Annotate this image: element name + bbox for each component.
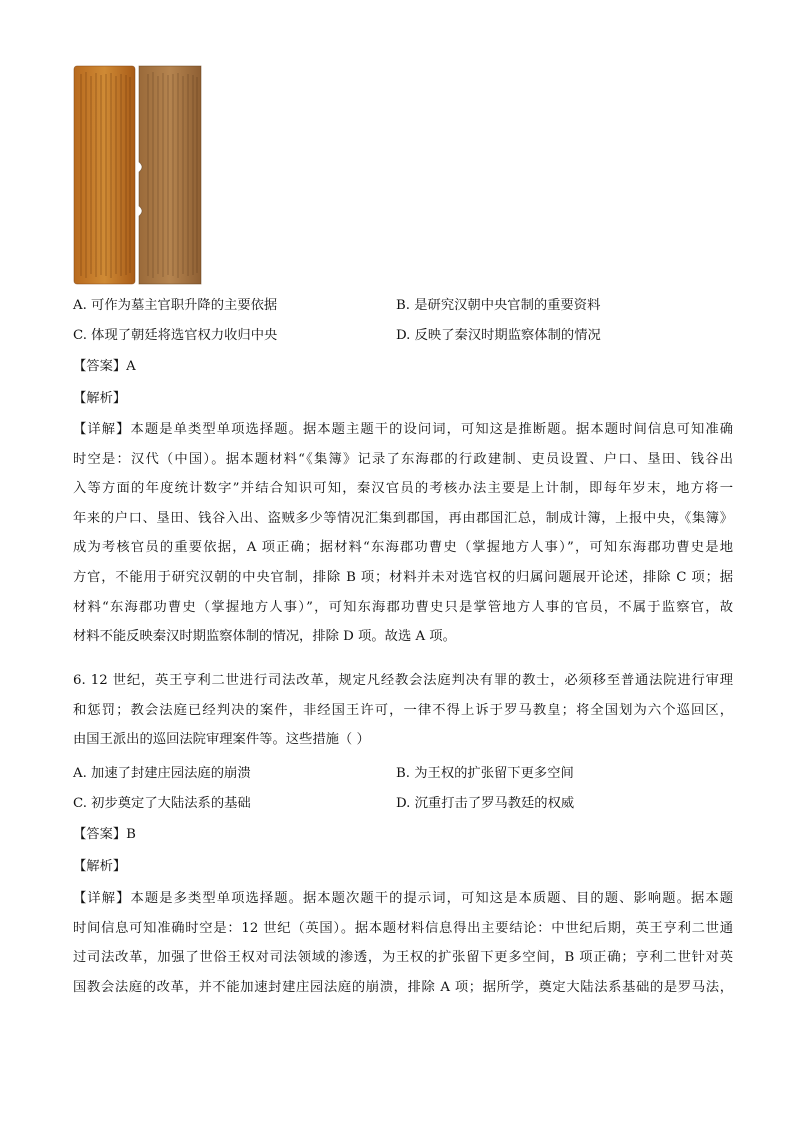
q5-detail-line: 时空是：汉代（中国）。据本题材料“《集簿》记录了东海郡的行政建制、吏员设置、户口、垦田、钱谷出 [73,451,733,467]
q5-option-c: C. 体现了朝廷将选官权力收归中央 [73,328,278,343]
q5-detail-line: 材料“东海郡功曹史（掌握地方人事）”，可知东海郡功曹史只是掌管地方人事的官员，不属于监察官，故 [73,599,733,615]
q6-stem-line: 和惩罚；教会法庭已经判决的案件，非经国王许可，一律不得上诉于罗马教皇；将全国划为六个巡回区， [73,702,733,718]
tablet-left [74,66,135,284]
q6-detail [73,884,733,1002]
q6-stem-line: 6. 12 世纪，英王亨利二世进行司法改革，规定凡经教会法庭判决有罪的教士，必须移至普通法院进行审理 [73,673,733,688]
q6-answer: 【答案】B [73,827,136,842]
q6-detail-line: 【详解】本题是多类型单项选择题。据本题次题干的提示词，可知这是本质题、目的题、影响题。据本题 [73,891,733,906]
q6-analysis-label: 【解析】 [73,859,127,874]
q6-option-d: D. 沉重打击了罗马教廷的权威 [396,796,575,811]
q6-option-a: A. 加速了封建庄园法庭的崩溃 [73,766,251,781]
q6-stem-line: 由国王派出的巡回法院审理案件等。这些措施（ ） [73,732,370,748]
q6-stem [73,666,733,755]
q6-option-b: B. 为王权的扩张留下更多空间 [396,766,574,781]
q5-option-b: B. 是研究汉朝中央官制的重要资料 [396,298,601,313]
wooden-tablets-image [73,64,203,286]
q5-option-d: D. 反映了秦汉时期监察体制的情况 [396,328,601,343]
q5-detail-line: 成为考核官员的重要依据，A 项正确；据材料“东海郡功曹史（掌握地方人事）”，可知东海郡功曹史是地 [73,540,733,556]
q5-detail-line: 入等方面的年度统计数字”并结合知识可知，秦汉官员的考核办法主要是上计制，即每年岁末，地方将一 [73,481,733,497]
q5-answer: 【答案】A [73,359,136,374]
q6-detail-line: 过司法改革，加强了世俗王权对司法领域的渗透，为王权的扩张留下更多空间，B 项正确；亨利二世针对英 [73,950,733,966]
q5-detail-line: 【详解】本题是单类型单项选择题。据本题主题干的设问词，可知这是推断题。据本题时间信息可知准确 [73,422,733,437]
q5-analysis-label: 【解析】 [73,391,127,406]
q6-detail-line: 国教会法庭的改革，并不能加速封建庄园法庭的崩溃，排除 A 项；据所学，奠定大陆法系基础的是罗马法， [73,979,733,995]
q5-option-a: A. 可作为墓主官职升降的主要依据 [73,298,278,313]
tablet-right [139,66,201,284]
q5-detail-line: 年来的户口、垦田、钱谷入出、盗贼多少等情况汇集到郡国，再由郡国汇总，制成计簿，上报中央，《集簿》 [73,510,733,526]
q5-detail [73,415,733,652]
q5-detail-line: 方官，不能用于研究汉朝的中央官制，排除 B 项；材料并未对选官权的归属问题展开论述，排除 C 项；据 [73,569,733,585]
q6-detail-line: 时间信息可知准确时空是：12 世纪（英国）。据本题材料信息得出主要结论：中世纪后期，英王亨利二世通 [73,920,733,936]
q5-detail-line: 材料不能反映秦汉时期监察体制的情况，排除 D 项。故选 A 项。 [73,629,456,645]
q6-option-c: C. 初步奠定了大陆法系的基础 [73,796,251,811]
